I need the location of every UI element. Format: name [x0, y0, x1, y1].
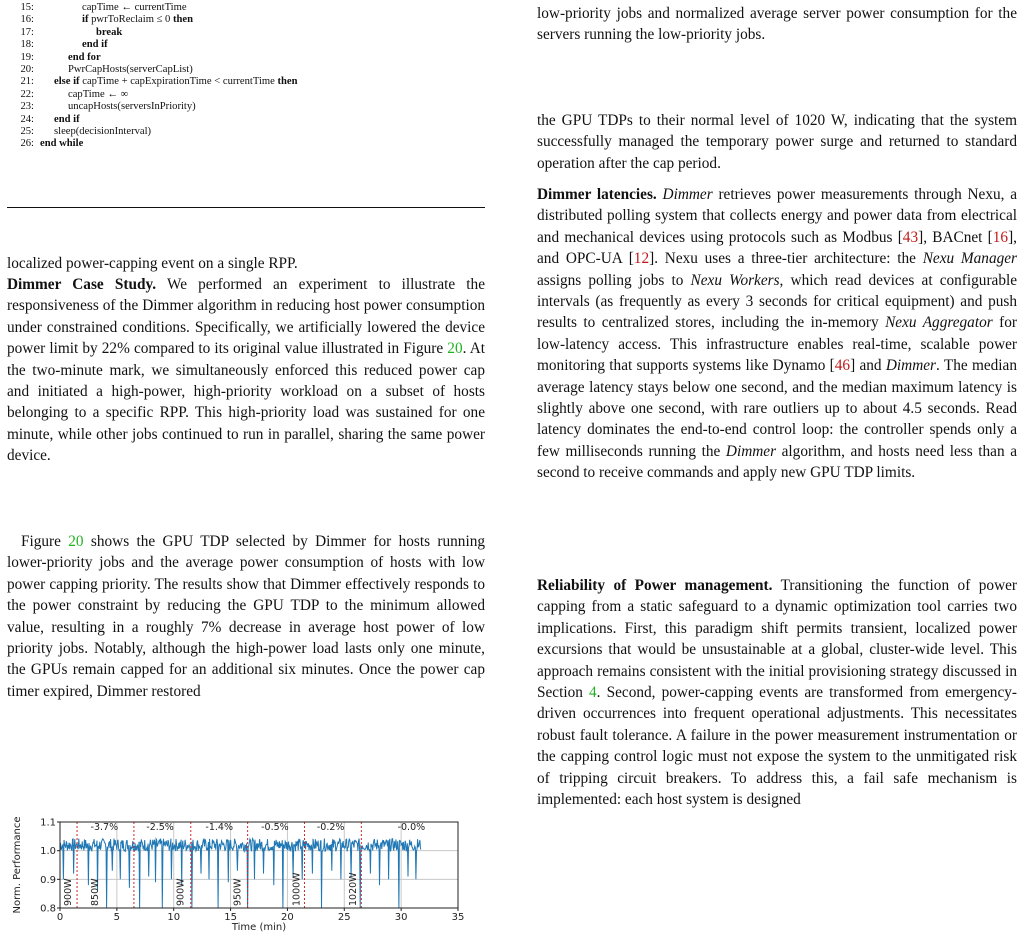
- section-heading-latencies: Dimmer latencies.: [537, 186, 657, 203]
- figure-discussion-text-b: shows the GPU TDP selected by Dimmer for hosts running lower-priority jobs and the average power consumption of hosts with low power capping priority. The results show that Dimmer effectively responds to the power constraint by reducing the GPU TDP to the minimum allowed value, resulting in a roughly 7% decrease in average host power of low priority jobs. Notably, although the high-power load lasts only one minute, the GPUs remain capped for an additional six minutes. Once the power cap timer expired, Dimmer restored: [7, 533, 485, 700]
- performance-figure: [0, 812, 485, 932]
- performance-chart: [0, 812, 485, 937]
- figure-link[interactable]: 20: [68, 533, 84, 550]
- delta-label: -0.0%: [397, 822, 426, 833]
- algorithm-code: break: [96, 26, 123, 38]
- emphasis: Nexu Workers: [690, 271, 780, 289]
- text: retrieves power measurements through Nexu, a distributed polling system that collects energy and power data from electrical and mechanical devices using protocols such as Modbus [: [537, 186, 1017, 246]
- algorithm-line-number: 22:: [20, 88, 34, 100]
- algorithm-line: [7, 39, 108, 51]
- algorithm-code: end for: [68, 51, 101, 63]
- figure-discussion-text-a: Figure: [21, 533, 69, 550]
- phase-label: 850W: [90, 878, 102, 906]
- text: ], and OPC-UA [: [537, 228, 1017, 268]
- x-tick-label: 5: [113, 912, 121, 923]
- algorithm-line-number: 24:: [20, 113, 34, 125]
- algorithm-line-number: 18:: [20, 39, 34, 51]
- algorithm-line: [7, 126, 151, 138]
- algorithm-line: [7, 76, 298, 88]
- text: , which read devices at configurable intervals (as frequently as every 3 seconds for critical equipment) and push results to centralized stores, including the in-memory: [537, 271, 1018, 332]
- algorithm-code: end if: [54, 113, 80, 125]
- algorithm-line-number: 21:: [20, 76, 34, 88]
- algorithm-code: else if capTime + capExpirationTime < currentTime then: [54, 76, 298, 88]
- figure-link[interactable]: 20: [447, 340, 463, 358]
- text: assigns polling jobs to: [537, 271, 691, 289]
- algorithm-line-number: 20:: [20, 64, 34, 75]
- x-tick-label: 20: [281, 912, 294, 923]
- case-study-text-b: . At the two-minute mark, we simultaneously enforced this reduced power cap and initiated a high-power, high-priority workload on a subset of hosts belonging to a specific RPP. This high-priority load was sustained for one minute, while other jobs continued to run in parallel, sharing the same power device.: [7, 340, 485, 465]
- algorithm-line-number: 15:: [20, 2, 34, 13]
- text: . The median average latency stays below one second, and the median maximum latency is slightly above one second, with rare outliers up to about 4.5 seconds. Read latency dominates the end-to-end control loop: the controller spends only a few milliseconds running the: [537, 357, 1017, 460]
- text: ], BACnet [: [918, 228, 993, 246]
- algorithm-line: [7, 138, 83, 150]
- algorithm-line: [7, 2, 187, 14]
- delta-label: -1.4%: [205, 822, 233, 833]
- phase-label: 900W: [62, 878, 74, 906]
- x-axis-label: Time (min): [231, 922, 287, 933]
- algorithm-line-number: 19:: [20, 51, 34, 63]
- emphasis: Nexu Aggregator: [885, 314, 993, 332]
- paragraph-restore: the GPU TDPs to their normal level of 1020 W, indicating that the system successfully managed the temporary power surge and returned to standard operation after the cap period.: [537, 112, 1017, 172]
- y-axis-label: Norm. Performance: [12, 816, 23, 914]
- case-study-text-a: We performed an experiment to illustrate the responsiveness of the Dimmer algorithm in reducing host power consumption under constrained conditions. Specifically, we artificially lowered the device power limit by 22% compared to its original value illustrated in Figure: [7, 276, 485, 358]
- paragraph-carryover: localized power-capping event on a single RPP.: [7, 255, 298, 272]
- text: Transitioning the function of power capping from a static safeguard to a dynamic optimization tool carries two implications. First, this paradigm shift permits transient, localized power excursions that would be unsustainable at a global, cluster-wide level. This approach remains consistent with the initial provisioning strategy discussed in Section: [537, 577, 1017, 702]
- phase-label: 1000W: [291, 872, 303, 906]
- delta-label: -3.7%: [90, 822, 119, 833]
- algorithm-line: [7, 14, 193, 26]
- citation-link[interactable]: 16: [992, 228, 1009, 246]
- paragraph-case-study: [7, 274, 485, 467]
- x-tick-label: 35: [451, 912, 465, 923]
- citation-link[interactable]: 12: [633, 250, 650, 268]
- y-tick-label: 0.9: [40, 874, 56, 886]
- algorithm-code: capTime ← currentTime: [82, 2, 187, 13]
- x-tick-label: 15: [224, 912, 237, 923]
- y-tick-label: 0.8: [40, 903, 56, 915]
- algorithm-line: [7, 101, 196, 113]
- delta-label: -0.2%: [316, 822, 345, 833]
- text: . Second, power-capping events are transformed from emergency-driven occurrences into frequent operational adjustments. This necessitates robust fault tolerance. A failure in the power measurement instrumentation or the capping control logic must not expose the system to the unmitigated risk of tripping circuit breakers. To address this, a fail safe mechanism is implemented: each host system is designed: [537, 684, 1017, 809]
- algorithm-line: [7, 89, 128, 101]
- algorithm-bottom-rule: [7, 207, 485, 208]
- algorithm-line-number: 17:: [20, 26, 34, 38]
- emphasis: Nexu Manager: [922, 250, 1017, 268]
- text: for low-latency access. This infrastructure enables real-time, scalable power monitoring that supports systems like Dynamo [: [537, 314, 1017, 375]
- algorithm-line: [7, 64, 193, 76]
- algorithm-line: [7, 52, 101, 64]
- emphasis: Dimmer: [662, 186, 713, 203]
- algorithm-code: end if: [82, 39, 108, 51]
- paragraph-figure-discussion: [7, 531, 485, 702]
- citation-link[interactable]: 46: [834, 357, 851, 375]
- phase-label: 1020W: [348, 872, 360, 906]
- algorithm-line-number: 25:: [20, 126, 34, 137]
- algorithm-code: if pwrToReclaim ≤ 0 then: [82, 14, 194, 26]
- text: ]. Nexu uses a three-tier architecture: the: [649, 250, 923, 268]
- figure-caption-tail: low-priority jobs and normalized average server power consumption for the servers running the low-priority jobs.: [537, 5, 1017, 44]
- algorithm-code: uncapHosts(serversInPriority): [68, 101, 196, 113]
- x-tick-label: 0: [56, 912, 64, 923]
- algorithm-line-number: 26:: [20, 138, 34, 150]
- text: ] and: [850, 357, 886, 375]
- citation-link[interactable]: 43: [902, 228, 919, 246]
- algorithm-code: PwrCapHosts(serverCapList): [68, 64, 193, 75]
- text: algorithm, and hosts need less than a second to receive commands and apply new GPU TDP limits.: [537, 442, 1017, 482]
- algorithm-code: sleep(decisionInterval): [54, 126, 152, 137]
- algorithm-line-number: 16:: [20, 14, 34, 26]
- y-tick-label: 1.1: [40, 817, 56, 829]
- section-heading-case-study: Dimmer Case Study.: [7, 276, 157, 293]
- algorithm-line: [7, 114, 80, 126]
- section-heading-reliability: Reliability of Power management.: [537, 577, 773, 594]
- delta-label: -2.5%: [146, 822, 174, 833]
- x-tick-label: 10: [167, 912, 181, 923]
- phase-label: 950W: [232, 878, 244, 906]
- algorithm-code: capTime ← ∞: [68, 88, 129, 100]
- paragraph-reliability: [537, 575, 1017, 810]
- algorithm-line: [7, 27, 122, 39]
- paragraph-latencies: [537, 184, 1017, 484]
- emphasis: Dimmer: [885, 357, 936, 375]
- algorithm-line-number: 23:: [20, 101, 34, 113]
- x-tick-label: 25: [337, 912, 351, 923]
- y-tick-label: 1.0: [40, 846, 56, 858]
- phase-label: 900W: [175, 878, 187, 906]
- x-tick-label: 30: [394, 912, 408, 923]
- section-link[interactable]: 4: [589, 684, 597, 702]
- delta-label: -0.5%: [261, 822, 289, 833]
- emphasis: Dimmer: [725, 442, 777, 460]
- algorithm-code: end while: [40, 138, 84, 150]
